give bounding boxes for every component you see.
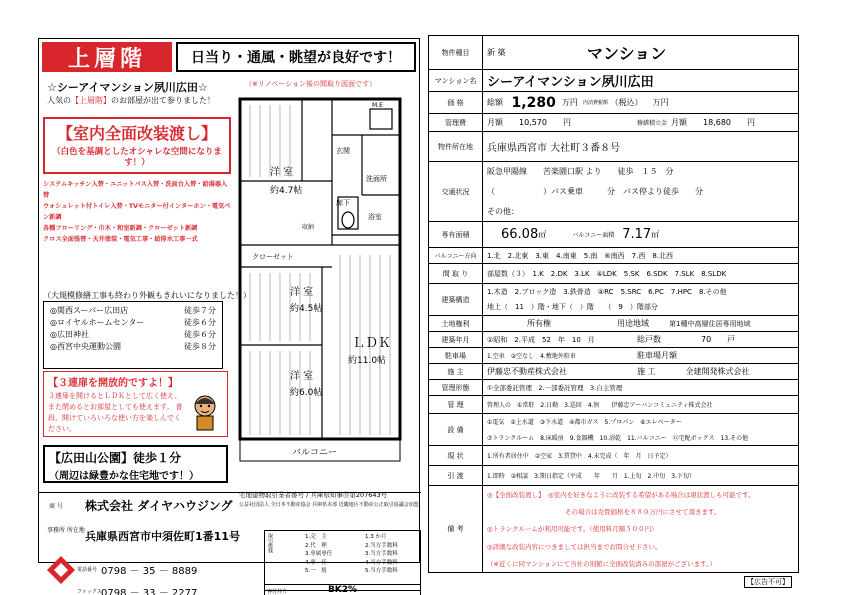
entrance-label: 玄関	[336, 147, 350, 155]
row-balcony-dir: バルコニー方向 1.北 2.北東 3.東 4.南東 5.南 ⑥南西 7.西 8.北西	[429, 248, 798, 264]
ldk-label: ＬＤＫ	[352, 336, 392, 351]
environment-item: ◎広田神社 徒歩６分	[50, 330, 216, 339]
company-name: 株式会社 ダイヤハウジング	[85, 499, 233, 513]
row-builder: 施 主 伊藤忠不動産株式会社 施 工 全建開発株式会社	[429, 364, 798, 380]
company-logo-icon	[45, 554, 77, 592]
headline: 上層階	[42, 42, 172, 72]
row-mgmt: 管理費 月額 10,570 円 修繕積立金 月額 18,680 円	[429, 114, 798, 132]
row-manager: 管 理 管理人の ①常駐 2.日勤 3.巡回 4.無 伊藤忠アーバンコミュニティ株式会社	[429, 396, 798, 414]
renovation-box	[43, 117, 231, 174]
row-status: 現 状 1.所有者居住中 ②空家 3.賃貸中 4.未完成（ 年 月 日予定）	[429, 446, 798, 466]
western-room-3-size: 約6.0帖	[290, 388, 323, 398]
door-note-body: ３連扉を開けるとＬＤＫとして広く使え、また閉めるとお部屋としても使えます。 普段、開けていろいろな使い方を楽しんでください。	[48, 392, 183, 433]
mascot-icon	[187, 392, 223, 432]
renovation-note: （※リノベーション後の間取り図面です）	[245, 80, 377, 88]
me-label: M.E	[372, 102, 383, 109]
row-address: 物件所在地 兵庫県西宮市 大社町３番８号	[429, 132, 798, 162]
row-type: 物件種目 新 築 マンション	[429, 36, 798, 70]
row-remarks: 備 考 ◎【全面改装渡し】 ◎室内を好きなように改装する希望がある場合は現状渡しも可能です。 その場合は売買価格を８８０万円にさせて頂きます。 ◎トランクルームが利用可能です。（使用料月額５００円） ◎詳細な改装内容につきましては担当までお問合せ下さい。 （※近くに同マンションにて当社の別館に全面改装済みの部屋がございます。）	[429, 486, 798, 572]
headline-sub: 日当り・通風・眺望が良好です！	[176, 42, 416, 72]
western-room-2-label: 洋 室	[290, 287, 314, 298]
row-parking: 駐車場 1.空車 ②空なし 4.敷地外駐車 駐車場月額	[429, 348, 798, 364]
floor-plan	[232, 95, 417, 465]
row-mgmt-form: 管理形態 ①全部委託管理 2.一部委託管理 3.自主管理	[429, 380, 798, 396]
western-room-3-label: 洋 室	[290, 371, 314, 382]
row-land: 土地権利 所有権 用途地域 第1種中高層住居専用地域	[429, 316, 798, 332]
park-box	[43, 445, 228, 483]
feature-line: クロス全面張替・天井塗装・電気工事・給排水工事一式	[43, 236, 198, 243]
environment-box	[43, 301, 223, 369]
deal-type-box: 取引態様 1.売 主 2.代 理 3.専属専任 4.専 任 5.一 般 1.3 か月 2.当方手数料 3.当方手数料 4.当方手数料 5.当方手数料	[264, 530, 421, 591]
bk-box: 客付仲介 BK2%	[264, 584, 421, 595]
door-note-title: 【３連扉を開放的ですよ！】	[48, 378, 178, 389]
hall-label: 廊下	[336, 199, 350, 207]
row-handover: 引 渡 1.即時 ②相談 3.期日指定（平成 年 月 1.上旬 2.中旬 3.下旬）	[429, 466, 798, 486]
door-note-box	[43, 371, 228, 437]
renovation-note-2: （大規模修繕工事も終わり外観もきれいになりました！）	[43, 291, 251, 300]
flyer-right-panel	[428, 35, 799, 573]
storage-label: 収納	[302, 224, 315, 231]
row-transport: 交通状況 阪急甲陽線 苦楽園口駅 より 徒歩 １５ 分 （ ）バス乗車 分 バス停より徒歩 分 その他：	[429, 162, 798, 222]
park-subtitle: （周辺は緑豊かな住宅地です！）	[49, 471, 199, 482]
company-fax: 0798 － 33 － 2277	[101, 588, 198, 595]
building-name: ☆シーアイマンション夙川広田☆	[47, 81, 208, 94]
feature-line: システムキッチン入替・ユニットバス入替・洗面台入替・給湯器入替	[43, 181, 228, 199]
company-name-label: 商 号	[49, 503, 63, 510]
row-structure: 建築構造 1.木造 2.ブロック造 3.鉄骨造 ④RC 5.SRC 6.PC 7.HPC 8.その他 地上（ 11 ）階・地下（ ）階 （ 9 ）階部分	[429, 284, 798, 316]
row-layout: 間 取 り 部屋数（３） 1.K 2.DK 3.LK ④LDK 5.SK 6.SDK 7.SLK 8.SLDK	[429, 264, 798, 284]
western-room-2-size: 約4.5帖	[290, 304, 323, 314]
intro-text: 人気の【上層階】のお部屋が出て参りました！	[47, 96, 215, 105]
bath-label: 浴室	[368, 213, 382, 221]
row-equipment: 設 備 ①電気 ②上水道 ③下水道 ④都市ガス 5.プロパン ⑥エレベーター ⑦トランクルーム 8.床暖房 9.食器機 10.浴乾 11.バルコニー ⑫宅配ボックス 13.その他	[429, 414, 798, 446]
row-built: 建築年月 ①昭和 2.平成 52 年 10 月 総戸数 70 戸	[429, 332, 798, 348]
row-area: 専有面積 66.08 ㎡ バルコニー面積 7.17 ㎡	[429, 222, 798, 248]
wash-label: 洗面所	[366, 175, 387, 183]
ldk-size: 約11.0帖	[348, 356, 387, 366]
balcony-label: バルコニー	[292, 448, 338, 458]
renovation-subtitle: （白色を基調としたオシャレな空間になります！）	[52, 147, 222, 168]
feature-line: 各種フローリング・巾木・和室新調・クローゼット新調	[43, 225, 198, 232]
row-name: マンション名 シーアイマンション夙川広田	[429, 70, 798, 92]
headline-bar	[42, 42, 416, 74]
environment-item: ◎ロイヤルホームセンター 徒歩６分	[50, 318, 216, 327]
company-address: 兵庫県西宮市中須佐町1番11号	[85, 530, 240, 543]
renovation-title: 【室内全面改装渡し】	[56, 124, 217, 143]
environment-item: ◎関西スーパー広田店 徒歩７分	[50, 306, 216, 315]
row-price: 価 格 総額 1,280 万円 内消費税額 （税込） 万円	[429, 92, 798, 114]
park-title: 【広田山公園】徒歩１分	[49, 451, 182, 465]
company-license: 宅地建物取引業者番号 / 兵庫県知事⑬第207643号 公益社団法人 全日本不動産協会 兵庫県本部 近畿地区不動産公正取引協議会加盟	[239, 491, 419, 508]
western-room-1-size: 約4.7帖	[270, 186, 303, 196]
flyer-left-panel	[38, 38, 420, 595]
no-advertising-label: 【広告不可】	[744, 576, 792, 588]
fax-label: ファックス	[77, 589, 102, 595]
company-address-label: 事務所 所在地	[47, 527, 85, 534]
feature-line: ウォシュレット付トイレ入替・TVモニター付インターホン・電気ペン新調	[43, 203, 231, 221]
closet-label: クローゼット	[252, 253, 294, 261]
western-room-1-label: 洋 室	[270, 167, 294, 178]
environment-item: ◎西宮中央運動公園 徒歩８分	[50, 342, 216, 351]
company-tel: 0798 － 35 － 8889	[101, 566, 198, 577]
renovation-features	[43, 179, 231, 245]
tel-label: 電話番号	[77, 567, 98, 573]
